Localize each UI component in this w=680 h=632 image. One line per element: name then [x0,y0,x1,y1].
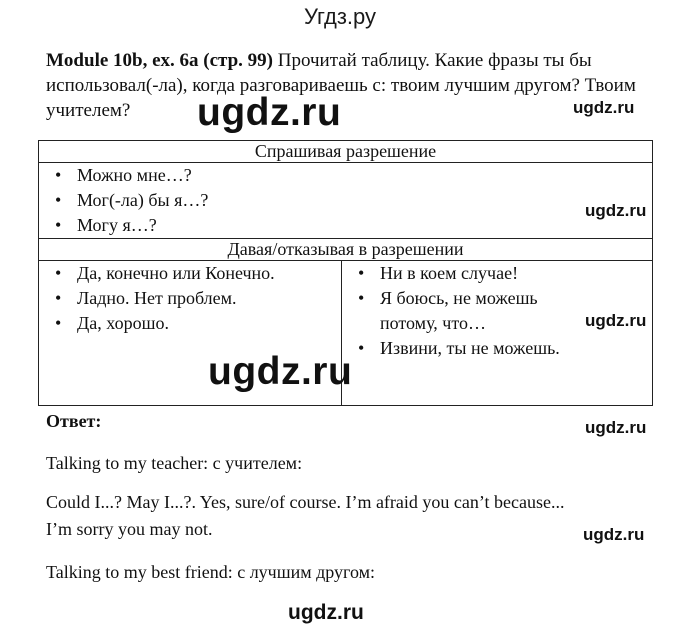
task-reference: Module 10b, ex. 6a (стр. 99) [46,50,273,71]
list-item: • Да, хорошо. [77,311,341,336]
list-item: • Ни в коем случае! [380,261,582,286]
watermark: ugdz.ru [585,418,647,437]
list-item: • Да, конечно или Конечно. [77,261,341,286]
asking-list [39,163,652,238]
watermark: ugdz.ru [573,98,635,117]
friend-heading: Talking to my best friend: с лучшим другом: [46,562,376,582]
asking-cell [39,163,653,239]
asking-header: Спрашивая разрешение [39,141,653,163]
list-item: • Могу я…? [77,213,652,238]
giving-list [39,261,341,336]
teacher-line-2: I’m sorry you may not. [46,519,213,539]
footer-watermark: ugdz.ru [288,601,364,624]
watermark: ugdz.ru [208,350,353,393]
list-item: • Ладно. Нет проблем. [77,286,341,311]
list-item: • Можно мне…? [77,163,652,188]
watermark: ugdz.ru [197,91,342,134]
giving-header: Давая/отказывая в разрешении [39,239,653,261]
teacher-heading: Talking to my teacher: с учителем: [46,453,303,473]
list-item: • Мог(-ла) бы я…? [77,188,652,213]
task-instruction: Прочитай таблицу. Какие фразы ты бы использовал(-ла), когда разговариваешь с: твоим лучшим другом? Твоим учителем? [46,50,636,121]
watermark: ugdz.ru [583,525,645,544]
watermark: ugdz.ru [585,311,647,330]
watermark: ugdz.ru [585,201,647,220]
list-item: • Я боюсь, не можешь потому, что… [380,286,582,336]
task-text [46,48,656,123]
answer-label: Ответ: [46,411,102,431]
teacher-line-1: Could I...? May I...?. Yes, sure/of course. I’m afraid you can’t because... [46,492,565,512]
refusing-cell [342,261,653,406]
site-header: Угдз.ру [303,4,377,29]
list-item: • Извини, ты не можешь. [380,336,582,361]
